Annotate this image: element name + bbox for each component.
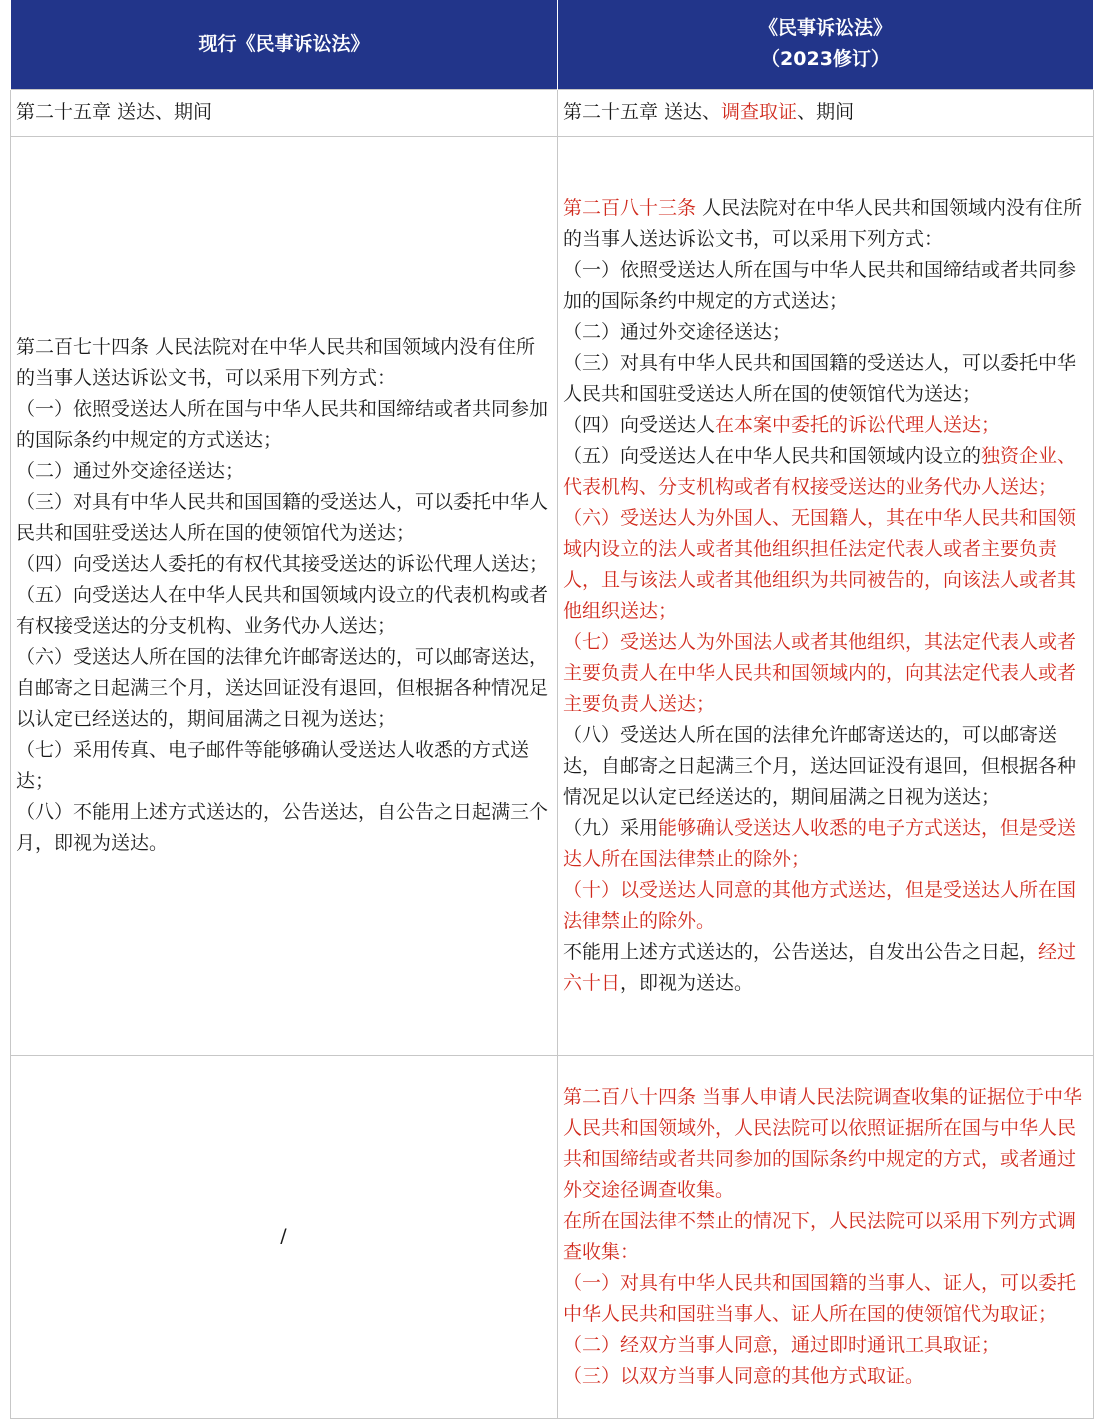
item-changed-text: 在本案中委托的诉讼代理人送达；: [715, 413, 1001, 436]
item-text: （九）采用: [563, 816, 659, 839]
chapter-revised-a: 第二十五章 送达、: [563, 101, 722, 123]
article-274-cell: [11, 136, 558, 1055]
chapter-row: [11, 89, 1094, 136]
chapter-revised: [558, 89, 1094, 136]
no-counterpart-mark: /: [280, 1225, 287, 1247]
article-274-item: （三）对具有中华人民共和国国籍的受送达人，可以委托中华人民共和国驻受送达人所在国的使领馆代为送达；: [16, 491, 549, 544]
item-changed-text: 独资企业、代表机构、分支机构或者有权接受送达的业务代办人送达；: [563, 444, 1077, 498]
closing-text-end: ，即视为送达。: [620, 971, 754, 994]
article-284-item: （三）以双方当事人同意的其他方式取证。: [563, 1364, 925, 1387]
article-service-row: [11, 136, 1094, 1055]
article-283-item-new: （六）受送达人为外国人、无国籍人，其在中华人民共和国领域内设立的法人或者其他组织担任法定代表人或者主要负责人，且与该法人或者其他组织为共同被告的，向该法人或者其他组织送达；: [563, 506, 1077, 622]
article-274-item: （四）向受送达人委托的有权代其接受送达的诉讼代理人送达；: [16, 553, 549, 575]
article-283-item: [563, 813, 1087, 875]
header-revised-law: [558, 0, 1094, 89]
article-283-intro-text: 人民法院对在中华人民共和国领域内没有住所的当事人送达诉讼文书，可以采用下列方式：: [563, 196, 1083, 250]
chapter-current: 第二十五章 送达、期间: [11, 89, 558, 136]
article-274-item: （二）通过外交途径送达；: [16, 460, 245, 482]
comparison-table: [10, 0, 1094, 1419]
article-283-item: （三）对具有中华人民共和国国籍的受送达人，可以委托中华人民共和国驻受送达人所在国的使领馆代为送达；: [563, 351, 1077, 405]
article-283-item-new: （十）以受送达人同意的其他方式送达，但是受送达人所在国法律禁止的除外。: [563, 878, 1077, 932]
article-evidence-row: [11, 1055, 1094, 1418]
article-283-closing: [563, 937, 1087, 999]
article-274-item: （七）采用传真、电子邮件等能够确认受送达人收悉的方式送达；: [16, 739, 530, 792]
article-284-item: （二）经双方当事人同意，通过即时通讯工具取证；: [563, 1333, 1001, 1356]
no-counterpart-cell: [11, 1055, 558, 1418]
article-274-item: （六）受送达人所在国的法律允许邮寄送达的，可以邮寄送达，自邮寄之日起满三个月，送达回证没有退回，但根据各种情况足以认定已经送达的，期间届满之日视为送达；: [16, 646, 549, 730]
header-revised-year: （2023修订）: [761, 48, 890, 71]
article-274-item: （五）向受送达人在中华人民共和国领域内设立的代表机构或者有权接受送达的分支机构、业务代办人送达；: [16, 584, 549, 637]
closing-text: 不能用上述方式送达的，公告送达，自发出公告之日起，: [563, 940, 1039, 963]
header-revised-title: 《民事诉讼法》: [758, 17, 892, 40]
item-changed-text: 能够确认受送达人收悉的电子方式送达，但是受送达人所在国法律禁止的除外；: [563, 816, 1077, 870]
item-text: （四）向受送达人: [563, 413, 716, 436]
chapter-revised-added: 调查取证: [721, 101, 798, 123]
article-284-cell: [558, 1055, 1094, 1418]
article-283-item: （二）通过外交途径送达；: [563, 320, 792, 343]
article-283-item: （一）依照受送达人所在国与中华人民共和国缔结或者共同参加的国际条约中规定的方式送达；: [563, 258, 1077, 312]
article-284-item: （一）对具有中华人民共和国国籍的当事人、证人，可以委托中华人民共和国驻当事人、证人所在国的使领馆代为取证；: [563, 1271, 1077, 1325]
article-283-item: （八）受送达人所在国的法律允许邮寄送达的，可以邮寄送达，自邮寄之日起满三个月，送达回证没有退回，但根据各种情况足以认定已经送达的，期间届满之日视为送达；: [563, 723, 1077, 808]
article-283-item: [563, 441, 1087, 503]
article-274-item: （一）依照受送达人所在国与中华人民共和国缔结或者共同参加的国际条约中规定的方式送达；: [16, 398, 549, 451]
article-283-cell: [558, 136, 1094, 1055]
article-274-intro: 第二百七十四条 人民法院对在中华人民共和国领域内没有住所的当事人送达诉讼文书，可以采用下列方式：: [16, 336, 536, 389]
header-row: [11, 0, 1094, 89]
article-283-item-new: （七）受送达人为外国法人或者其他组织，其法定代表人或者主要负责人在中华人民共和国领域内的，向其法定代表人或者主要负责人送达；: [563, 630, 1077, 715]
article-283-number: 第二百八十三条: [563, 196, 697, 219]
header-current-law: 现行《民事诉讼法》: [11, 0, 558, 89]
item-text: （五）向受送达人在中华人民共和国领域内设立的: [563, 444, 982, 467]
chapter-revised-c: 、期间: [797, 101, 855, 123]
article-283-intro: [563, 193, 1087, 255]
closing-changed-text: 经过六十日: [563, 940, 1077, 994]
article-284-para: 在所在国法律不禁止的情况下，人民法院可以采用下列方式调查收集：: [563, 1209, 1077, 1263]
article-284-intro: 第二百八十四条 当事人申请人民法院调查收集的证据位于中华人民共和国领域外，人民法院可以依照证据所在国与中华人民共和国缔结或者共同参加的国际条约中规定的方式，或者通过外交途径调查收集。: [563, 1085, 1083, 1201]
article-283-item: [563, 410, 1087, 441]
article-274-item: （八）不能用上述方式送达的，公告送达，自公告之日起满三个月，即视为送达。: [16, 801, 549, 854]
